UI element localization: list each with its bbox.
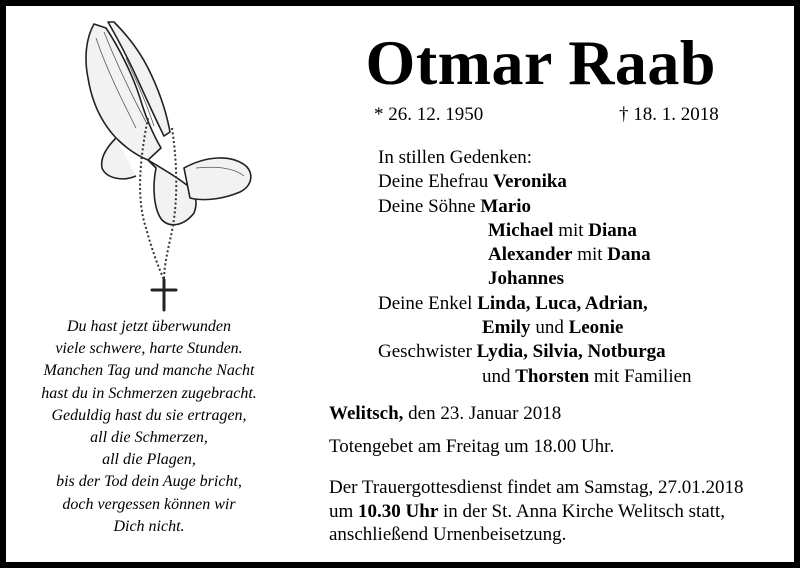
- wife-prefix: Deine Ehefrau: [378, 171, 489, 193]
- partner-name: Diana: [588, 219, 637, 241]
- poem-line: Geduldig hast du sie ertragen,: [51, 406, 247, 424]
- service-location: in der St. Anna Kirche Welitsch statt,: [443, 500, 726, 522]
- place-name: Welitsch,: [329, 403, 404, 424]
- poem-line: viele schwere, harte Stunden.: [55, 340, 243, 358]
- und-word: und: [535, 317, 564, 339]
- poem-line: Manchen Tag und manche Nacht: [43, 362, 255, 380]
- mourners-son-2: [378, 219, 692, 243]
- poem-line: all die Schmerzen,: [90, 429, 208, 447]
- siblings-names: Lydia, Silvia, Notburga: [476, 341, 666, 363]
- mit-word: mit: [558, 219, 584, 241]
- place-date-line: [329, 403, 561, 425]
- sibling-name: Thorsten: [515, 365, 590, 387]
- son-name: Johannes: [488, 268, 565, 290]
- service-line-2: [329, 500, 743, 524]
- mourners-list: [378, 146, 692, 389]
- wife-name: Veronika: [493, 171, 567, 193]
- service-notice: [329, 476, 743, 547]
- deceased-name: Otmar Raab: [365, 27, 716, 98]
- grandchild-name: Leonie: [568, 317, 624, 339]
- und-word: und: [482, 365, 511, 387]
- poem-line: hast du in Schmerzen zugebracht.: [41, 384, 257, 402]
- service-line-3: anschließend Urnenbeisetzung.: [329, 524, 567, 545]
- poem-line: Dich nicht.: [113, 517, 185, 535]
- son-name: Mario: [480, 195, 532, 217]
- poem-line: doch vergessen können wir: [62, 495, 236, 513]
- mourners-son-4: [378, 267, 692, 291]
- prayer-notice: Totengebet am Freitag um 18.00 Uhr.: [329, 436, 615, 457]
- service-um: um: [329, 500, 354, 522]
- mourners-son-3: [378, 243, 692, 267]
- death-date: † 18. 1. 2018: [619, 104, 719, 125]
- son-name: Michael: [488, 219, 554, 241]
- service-time: 10.30 Uhr: [358, 500, 439, 522]
- poem-line: bis der Tod dein Auge bricht,: [56, 473, 242, 491]
- mourners-siblings: [378, 340, 692, 364]
- birth-date: * 26. 12. 1950: [374, 104, 484, 125]
- mit-word: mit: [577, 244, 603, 266]
- grandchildren-names: Linda, Luca, Adrian,: [477, 292, 648, 314]
- memorial-poem: [28, 316, 270, 538]
- mourners-grandchildren: [378, 292, 692, 316]
- mourners-sons: [378, 195, 692, 219]
- grandchildren-prefix: Deine Enkel: [378, 292, 473, 314]
- mourners-intro: In stillen Gedenken:: [378, 147, 533, 168]
- poem-line: all die Plagen,: [102, 451, 196, 469]
- obituary-card: [6, 6, 794, 562]
- poem-line: Du hast jetzt überwunden: [67, 318, 231, 335]
- families-suffix: mit Familien: [593, 365, 692, 387]
- mourners-wife: [378, 170, 692, 194]
- sons-prefix: Deine Söhne: [378, 195, 476, 217]
- son-name: Alexander: [488, 244, 573, 266]
- mourners-siblings-cont: [378, 365, 692, 389]
- grandchild-name: Emily: [482, 317, 531, 339]
- service-line-1: Der Trauergottesdienst findet am Samstag, 27.01.2018: [329, 477, 744, 498]
- siblings-prefix: Geschwister: [378, 341, 472, 363]
- mourners-grandchildren-cont: [378, 316, 692, 340]
- partner-name: Dana: [607, 244, 651, 266]
- date-text: den 23. Januar 2018: [408, 403, 562, 424]
